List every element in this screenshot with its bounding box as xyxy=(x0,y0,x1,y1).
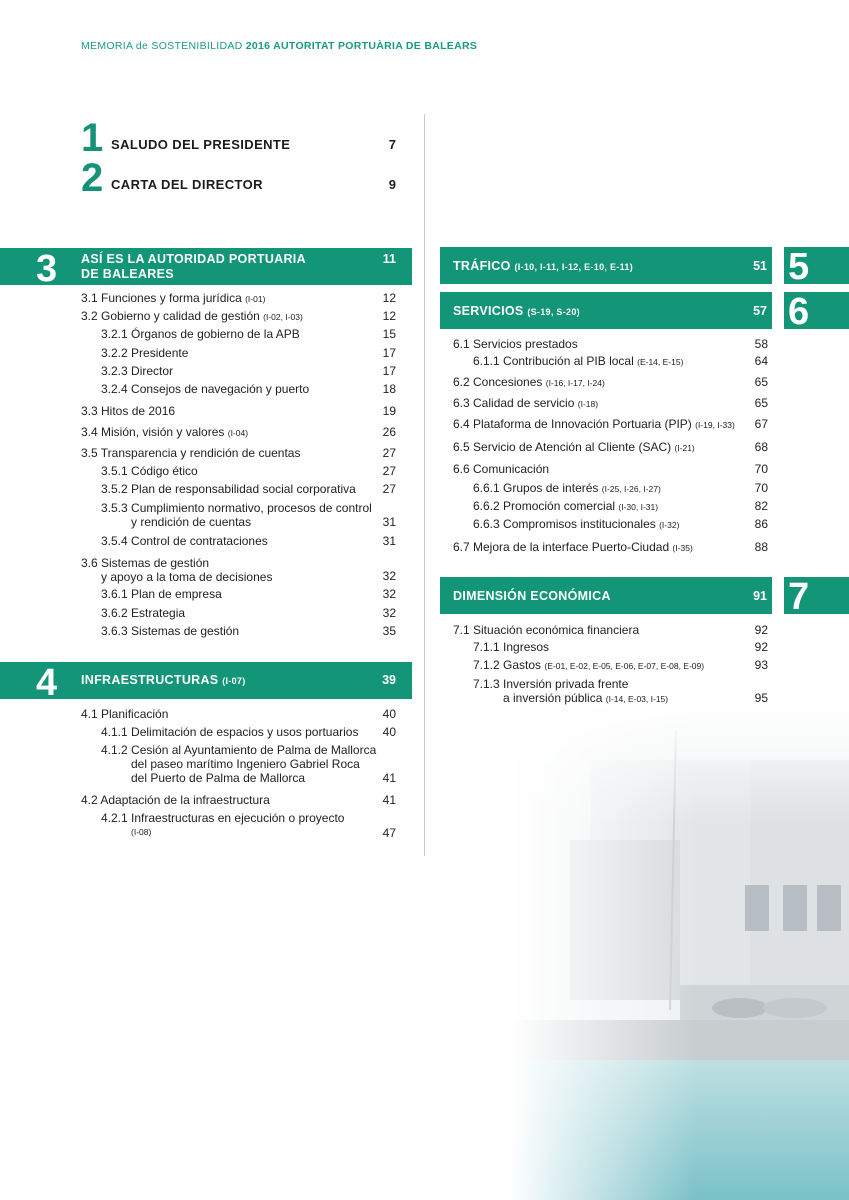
entry-code: (I-04) xyxy=(227,428,249,438)
toc-page: 31 xyxy=(382,515,396,529)
toc-entry-6-2[interactable] xyxy=(453,375,605,390)
toc-page: 65 xyxy=(754,396,768,410)
entry-label: 6.6 Comunicación xyxy=(453,462,550,476)
entry-label: 3.4 Misión, visión y valores xyxy=(81,425,225,439)
toc-entry-4-2-1[interactable] xyxy=(101,811,344,839)
toc-entry-3-2-3[interactable] xyxy=(101,364,173,378)
entry-code: (E-01, E-02, E-05, E-06, E-07, E-08, E-09) xyxy=(544,661,705,671)
toc-page: 41 xyxy=(382,793,396,807)
toc-page: 93 xyxy=(754,658,768,672)
entry-label-cont: y rendición de cuentas xyxy=(131,515,252,529)
toc-entry-3-2[interactable] xyxy=(81,309,303,324)
entry-label: 4.2.1 Infraestructuras en ejecución o proyecto xyxy=(101,811,345,825)
band-gap xyxy=(772,292,784,329)
toc-page: 12 xyxy=(382,291,396,305)
toc-page: 12 xyxy=(382,309,396,323)
chapter-3-title-line1: ASÍ ES LA AUTORIDAD PORTUARIA xyxy=(81,252,306,266)
chapter-3-page: 11 xyxy=(382,252,396,266)
chapter-7-title: DIMENSIÓN ECONÓMICA xyxy=(453,589,611,603)
chapter-4-title xyxy=(81,673,246,689)
entry-label: 6.1.1 Contribución al PIB local xyxy=(473,354,634,368)
chapter-3-header[interactable] xyxy=(0,248,412,290)
entry-code: (I-16, I-17, I-24) xyxy=(545,378,605,388)
chapter-5-header[interactable] xyxy=(440,246,849,288)
toc-entry-3-6-2[interactable] xyxy=(101,606,185,620)
chapter-6-title-text: SERVICIOS xyxy=(453,304,524,318)
entry-code: (I-14, E-03, I-15) xyxy=(605,694,669,704)
entry-code: (I-02, I-03) xyxy=(263,312,303,322)
toc-page: 32 xyxy=(382,606,396,620)
chapter-3-title xyxy=(81,252,306,282)
entry-label: 4.1.1 Delimitación de espacios y usos portuarios xyxy=(101,725,359,739)
toc-entry-3-4[interactable] xyxy=(81,425,248,440)
chapter-5-code: (I-10, I-11, I-12, E-10, E-11) xyxy=(514,262,633,272)
harbour-photo xyxy=(510,700,849,1200)
toc-entry-6-3[interactable] xyxy=(453,396,598,411)
entry-label: 4.1.2 Cesión al Ayuntamiento de Palma de Mallorca xyxy=(101,743,377,757)
entry-label: 3.6.3 Sistemas de gestión xyxy=(101,624,240,638)
toc-page: 15 xyxy=(382,327,396,341)
toc-page: 40 xyxy=(382,707,396,721)
toc-entry-7-1-2[interactable] xyxy=(473,658,704,673)
toc-entry-3-1[interactable] xyxy=(81,291,265,306)
entry-label-cont: y apoyo a la toma de decisiones xyxy=(101,570,273,584)
chapter-4-page: 39 xyxy=(382,673,396,687)
entry-label: 6.4 Plataforma de Innovación Portuaria (PIP) xyxy=(453,417,692,431)
toc-entry-3-2-1[interactable] xyxy=(101,327,300,341)
header-title: 2016 AUTORITAT PORTUÀRIA DE BALEARS xyxy=(245,40,478,52)
toc-entry-3-5[interactable] xyxy=(81,446,300,460)
entry-label: 6.7 Mejora de la interface Puerto-Ciudad xyxy=(453,540,670,554)
toc-entry-7-1-1[interactable] xyxy=(473,640,549,654)
toc-entry-3-3[interactable] xyxy=(81,404,175,418)
toc-entry-4-1-1[interactable] xyxy=(101,725,358,739)
chapter-4-title-text: INFRAESTRUCTURAS xyxy=(81,673,219,687)
entry-code: (I-35) xyxy=(672,543,693,553)
chapter-2-page: 9 xyxy=(388,177,396,192)
toc-entry-4-2[interactable] xyxy=(81,793,270,807)
entry-code: (I-32) xyxy=(659,520,680,530)
entry-label: 3.2.1 Órganos de gobierno de la APB xyxy=(101,327,300,341)
toc-entry-3-5-1[interactable] xyxy=(101,464,198,478)
toc-entry-7-1-3[interactable] xyxy=(473,677,668,706)
toc-page: 18 xyxy=(382,382,396,396)
toc-page: 19 xyxy=(382,404,396,418)
chapter-5-page: 51 xyxy=(753,259,767,273)
entry-label: 3.1 Funciones y forma jurídica xyxy=(81,291,242,305)
toc-page: 86 xyxy=(754,517,768,531)
toc-entry-6-7[interactable] xyxy=(453,540,693,555)
chapter-7-page: 91 xyxy=(753,589,767,603)
toc-page: 17 xyxy=(382,346,396,360)
entry-label: 7.1.1 Ingresos xyxy=(473,640,550,654)
chapter-4-code: (I-07) xyxy=(222,676,246,686)
toc-entry-6-6[interactable] xyxy=(453,462,549,476)
chapter-6-code: (S-19, S-20) xyxy=(527,307,580,317)
toc-page: 65 xyxy=(754,375,768,389)
toc-page: 31 xyxy=(382,534,396,548)
toc-entry-3-2-4[interactable] xyxy=(101,382,309,396)
chapter-2-title[interactable]: CARTA DEL DIRECTOR xyxy=(111,177,263,192)
toc-entry-6-6-2[interactable] xyxy=(473,499,658,514)
chapter-5-title-text: TRÁFICO xyxy=(453,259,511,273)
toc-entry-6-5[interactable] xyxy=(453,440,695,455)
entry-code: (I-30, I-31) xyxy=(618,502,659,512)
entry-label: 3.5 Transparencia y rendición de cuentas xyxy=(81,446,301,460)
chapter-6-title xyxy=(453,304,580,320)
toc-entry-6-1[interactable] xyxy=(453,337,578,351)
chapter-2-number: 2 xyxy=(81,156,104,200)
entry-label: 3.6 Sistemas de gestión xyxy=(81,556,210,570)
entry-code: (I-21) xyxy=(674,443,695,453)
toc-page: 27 xyxy=(382,464,396,478)
toc-page: 92 xyxy=(754,623,768,637)
entry-label-cont: a inversión pública xyxy=(503,691,603,705)
toc-entry-3-5-4[interactable] xyxy=(101,534,268,548)
chapter-6-page: 57 xyxy=(753,304,767,318)
entry-label: 6.6.1 Grupos de interés xyxy=(473,481,599,495)
entry-code: (I-25, I-26, I-27) xyxy=(601,484,661,494)
toc-page: 27 xyxy=(382,446,396,460)
toc-page: 88 xyxy=(754,540,768,554)
chapter-6-header[interactable] xyxy=(440,291,849,333)
band-gap xyxy=(772,577,784,614)
chapter-3-title-line2: DE BALEARES xyxy=(81,267,174,281)
chapter-5-number: 5 xyxy=(788,246,810,288)
entry-label: 3.2.4 Consejos de navegación y puerto xyxy=(101,382,310,396)
toc-entry-3-6[interactable] xyxy=(81,556,272,584)
toc-entry-3-2-2[interactable] xyxy=(101,346,188,360)
entry-label: 7.1 Situación económica financiera xyxy=(453,623,640,637)
toc-page: 47 xyxy=(382,826,396,840)
toc-page: 70 xyxy=(754,481,768,495)
toc-page: 27 xyxy=(382,482,396,496)
entry-label: 3.5.2 Plan de responsabilidad social corporativa xyxy=(101,482,356,496)
entry-label: 3.5.3 Cumplimiento normativo, procesos de control xyxy=(101,501,372,515)
entry-label: 3.2 Gobierno y calidad de gestión xyxy=(81,309,260,323)
entry-label: 3.5.1 Código ético xyxy=(101,464,198,478)
toc-entry-6-6-1[interactable] xyxy=(473,481,661,496)
toc-page: 40 xyxy=(382,725,396,739)
entry-label: 4.2 Adaptación de la infraestructura xyxy=(81,793,270,807)
entry-label: 4.1 Planificación xyxy=(81,707,169,721)
toc-page: 64 xyxy=(754,354,768,368)
toc-entry-6-4[interactable] xyxy=(453,417,735,432)
entry-code: (I-01) xyxy=(245,294,266,304)
toc-page: 32 xyxy=(382,569,396,583)
entry-label: 3.6.1 Plan de empresa xyxy=(101,587,222,601)
toc-page: 67 xyxy=(754,417,768,431)
toc-entry-3-6-1[interactable] xyxy=(101,587,222,601)
toc-page: 82 xyxy=(754,499,768,513)
entry-label: 6.6.2 Promoción comercial xyxy=(473,499,616,513)
chapter-1-title[interactable]: SALUDO DEL PRESIDENTE xyxy=(111,137,291,152)
toc-entry-6-6-3[interactable] xyxy=(473,517,679,532)
toc-page: 32 xyxy=(382,587,396,601)
toc-entry-6-1-1[interactable] xyxy=(473,354,683,369)
toc-page: 70 xyxy=(754,462,768,476)
band-gap xyxy=(772,247,784,284)
entry-label: 3.5.4 Control de contrataciones xyxy=(101,534,268,548)
entry-label-cont: del paseo marítimo Ingeniero Gabriel Roca xyxy=(131,757,360,771)
entry-label: 6.6.3 Compromisos institucionales xyxy=(473,517,656,531)
toc-entry-7-1[interactable] xyxy=(453,623,639,637)
chapter-3-number: 3 xyxy=(36,248,58,290)
toc-page: 92 xyxy=(754,640,768,654)
toc-entry-4-1[interactable] xyxy=(81,707,168,721)
chapter-4-number: 4 xyxy=(36,662,58,704)
toc-page: 58 xyxy=(754,337,768,351)
entry-label: 7.1.3 Inversión privada frente xyxy=(473,677,629,691)
entry-code: (E-14, E-15) xyxy=(637,357,684,367)
entry-code: (I-19, I-33) xyxy=(695,420,735,430)
entry-label: 6.1 Servicios prestados xyxy=(453,337,578,351)
chapter-7-header[interactable] xyxy=(440,576,849,618)
entry-label: 3.3 Hitos de 2016 xyxy=(81,404,176,418)
entry-label: 6.3 Calidad de servicio xyxy=(453,396,575,410)
toc-page: 41 xyxy=(382,771,396,785)
chapter-7-number: 7 xyxy=(788,576,810,618)
entry-label: 3.2.3 Director xyxy=(101,364,174,378)
entry-code: (I-08) xyxy=(131,827,152,837)
entry-label: 3.2.2 Presidente xyxy=(101,346,189,360)
chapter-6-number: 6 xyxy=(788,291,810,333)
entry-label: 3.6.2 Estrategia xyxy=(101,606,186,620)
chapter-1-number: 1 xyxy=(81,116,104,160)
entry-label: 7.1.2 Gastos xyxy=(473,658,542,672)
toc-page: 35 xyxy=(382,624,396,638)
chapter-4-header[interactable] xyxy=(0,662,412,704)
entry-label-cont: del Puerto de Palma de Mallorca xyxy=(131,771,306,785)
toc-page: 95 xyxy=(754,691,768,705)
running-header xyxy=(81,40,477,52)
chapter-5-title xyxy=(453,259,633,275)
entry-label: 6.2 Concesiones xyxy=(453,375,543,389)
toc-page: 68 xyxy=(754,440,768,454)
header-prefix: MEMORIA de SOSTENIBILIDAD xyxy=(81,40,243,52)
toc-page: 26 xyxy=(382,425,396,439)
toc-entry-4-1-2[interactable] xyxy=(101,743,376,785)
toc-entry-3-6-3[interactable] xyxy=(101,624,239,638)
toc-page: 17 xyxy=(382,364,396,378)
column-divider xyxy=(424,114,425,856)
entry-code: (I-18) xyxy=(577,399,599,409)
entry-label: 6.5 Servicio de Atención al Cliente (SAC) xyxy=(453,440,672,454)
toc-entry-3-5-3[interactable] xyxy=(101,501,372,529)
chapter-1-page: 7 xyxy=(388,137,396,152)
toc-entry-3-5-2[interactable] xyxy=(101,482,356,496)
